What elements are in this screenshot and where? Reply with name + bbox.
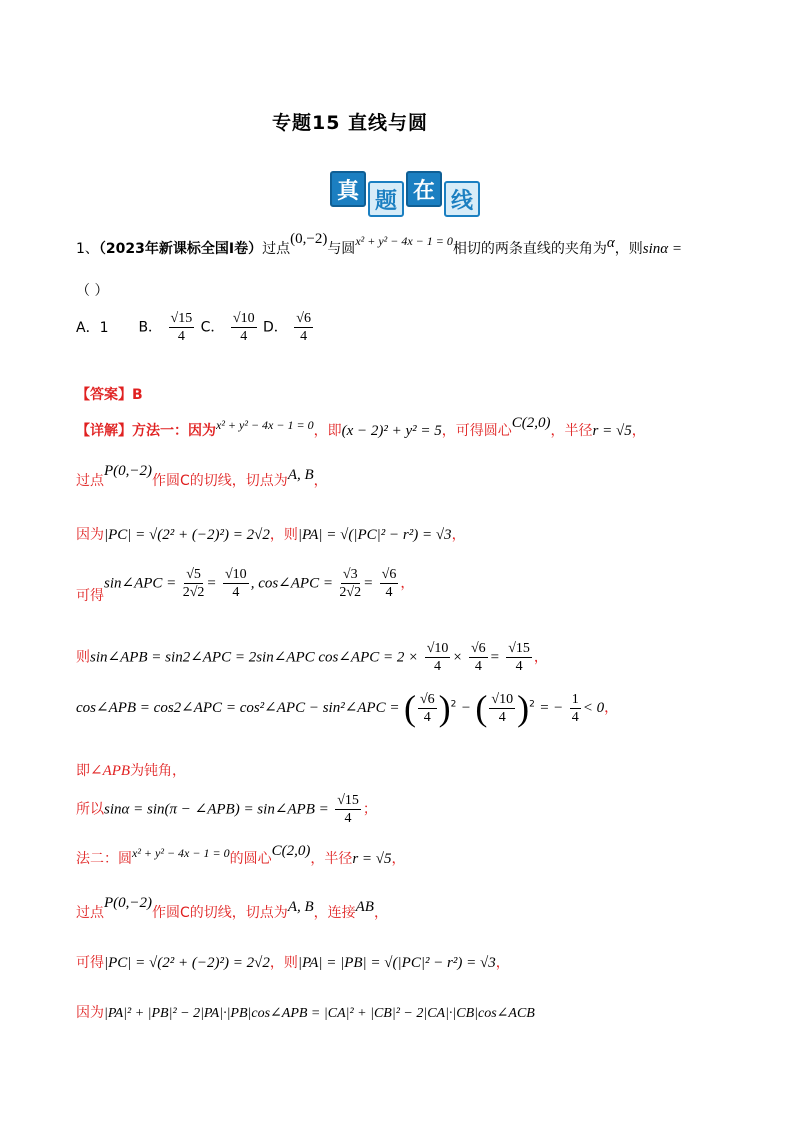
question-source: （2023年新课标全国Ⅰ卷） [98,241,263,257]
fraction [506,640,532,675]
detail-text: 法二：圆 [76,851,132,867]
detail-line-8 [76,792,377,827]
detail-text: 则 [76,649,90,666]
sin-alpha-expr: sinα = sin(π − ∠APB) = sin∠APB = [104,801,329,818]
less-than-zero: < 0 [582,700,605,716]
section-banner [330,175,480,217]
q1-text: ，则 [614,241,643,257]
page-title: 专题15 直线与圆 [272,112,429,134]
detail-text: ， [400,575,415,592]
fraction [425,640,451,675]
cos-apc: , cos∠APC = [250,575,333,592]
frac-num: √15 [337,793,359,808]
circle-radius: r = √5 [352,851,392,867]
detail-center: C(2,0) [511,415,551,431]
detail-text: 的圆心 [229,851,272,867]
frac-den: 4 [232,585,240,600]
frac-num: √6 [419,691,435,707]
sin-apb-expr: sin∠APB = sin2∠APC = 2sin∠APC cos∠APC = 2 × [90,649,419,666]
frac-den: 4 [474,659,482,674]
option-b-fraction [169,310,195,345]
open-paren: ( [403,688,416,728]
detail-line-10 [76,895,388,922]
detail-text: ， [604,700,619,716]
detail-text: ， [631,423,646,439]
circle-eq: x² + y² − 4x − 1 = 0 [132,846,230,860]
detail-text: 作圆C的切线，切点为 [152,473,288,489]
open-paren: ( [475,688,488,728]
frac-den: 4 [344,811,352,826]
detail-text: ， [495,955,510,971]
fraction [335,792,361,827]
detail-text: ； [362,801,377,818]
detail-line-6 [76,690,618,726]
q1-text: 过点 [262,241,291,257]
equals: = [489,649,500,666]
fraction [570,691,581,726]
detail-radius: r = √5 [592,423,632,439]
frac-den: 4 [571,709,579,725]
close-paren: ) [438,688,451,728]
tangent-points: A, B [287,467,314,483]
option-a: A．1 [76,319,109,336]
frac-den: 4 [240,329,248,344]
option-c-label: C． [200,319,225,336]
detail-line-7 [76,760,186,780]
frac-den: 4 [177,329,185,344]
frac-num: √6 [381,567,397,582]
segment-ab: AB [355,899,374,915]
q1-text: 相切的两条直线的夹角为 [452,241,607,257]
fraction [489,691,515,726]
equals: = [363,575,374,592]
fraction [469,640,488,675]
detail-text: 为钝角， [130,763,187,779]
law-of-cosines-expr: |PA|² + |PB|² − 2|PA|·|PB|cos∠APB = |CA|² + |CB|² − 2|CA|·|CB|cos∠ACB [104,1006,535,1021]
detail-text: 过点 [76,905,104,921]
options-row [76,310,315,345]
equals-negative: = − [539,700,564,716]
frac-den: 4 [385,585,393,600]
answer-label: 【答案】B [76,387,143,403]
detail-text: 因为 [76,527,104,543]
detail-text: 所以 [76,801,104,818]
detail-text: ， [391,851,406,867]
fraction [418,691,437,726]
minus: − [460,700,471,716]
angle-apb: ∠APB [90,763,131,779]
frac-num: √10 [426,641,449,656]
detail-text: ， [533,649,548,666]
detail-text: ，则 [269,527,298,543]
fraction [339,566,361,601]
frac-num: √15 [508,641,530,656]
question-1-stem [76,231,683,258]
tangent-points: A, B [287,899,314,915]
banner-char-3: 在 [406,171,442,207]
detail-text: 可得 [76,587,104,604]
option-c-fraction [231,310,257,345]
frac-num: √6 [470,641,486,656]
q1-text: 与圆 [327,241,356,257]
frac-den: 4 [434,659,442,674]
detail-text: ， [313,473,328,489]
frac-num: 1 [571,691,579,707]
point-p: P(0,−2) [104,463,153,479]
option-d-label: D． [263,319,288,336]
banner-char-4: 线 [444,181,480,217]
detail-line-11 [76,952,510,972]
detail-line-12 [76,1002,535,1022]
detail-text: ，半径 [550,423,593,439]
detail-text: ，即 [313,423,342,439]
frac-num: √10 [232,311,255,326]
q1-ask: sinα = [642,241,683,257]
frac-den: 2√2 [182,585,205,600]
circle-center: C(2,0) [271,843,311,859]
square: 2 [529,699,535,710]
banner-char-1: 真 [330,171,366,207]
detail-line-5 [76,640,548,675]
q1-alpha: α [606,235,615,251]
frac-den: 4 [423,709,431,725]
pc-length: |PC| = √(2² + (−2)²) = 2√2 [104,527,270,543]
pa-pb-length: |PA| = |PB| = √(|PC|² − r²) = √3 [297,955,496,971]
frac-num: √10 [225,567,247,582]
frac-den: 4 [515,659,523,674]
cos-apb-expr: cos∠APB = cos2∠APC = cos²∠APC − sin²∠APC = [76,700,400,716]
frac-den: 2√2 [339,585,362,600]
pa-length: |PA| = √(|PC|² − r²) = √3 [297,527,452,543]
close-paren: ) [517,688,530,728]
detail-label: 【详解】方法一：因为 [76,423,216,439]
q1-point: (0,−2) [290,231,328,247]
sin-apc: sin∠APC = [104,575,177,592]
detail-line-3 [76,524,466,544]
point-p: P(0,−2) [104,895,153,911]
times: × [452,649,463,666]
frac-num: √10 [491,691,514,707]
detail-text: ，则 [269,955,298,971]
q1-circle-eq: x² + y² − 4x − 1 = 0 [355,234,453,248]
option-b-label: B． [138,319,163,336]
detail-line-2 [76,463,328,490]
banner-char-2: 题 [368,181,404,217]
detail-line-4 [76,566,415,604]
detail-text: ，可得圆心 [441,423,512,439]
pc-length: |PC| = √(2² + (−2)²) = 2√2 [104,955,270,971]
fraction [183,566,205,601]
answer-blank: （ ） [76,283,109,299]
detail-line-1 [76,415,646,440]
frac-num: √15 [170,311,193,326]
frac-den: 4 [300,329,308,344]
detail-text: 即 [76,763,90,779]
question-number: 1、 [76,241,99,257]
detail-text: ，半径 [310,851,353,867]
frac-den: 4 [498,709,506,725]
detail-text: 可得 [76,955,104,971]
detail-eq2: (x − 2)² + y² = 5 [341,423,442,439]
fraction [380,566,399,601]
frac-num: √6 [296,311,311,326]
detail-line-9 [76,843,406,868]
detail-text: 过点 [76,473,104,489]
detail-text: ， [451,527,466,543]
frac-num: √5 [186,567,201,582]
square: 2 [450,699,457,710]
option-d-fraction [294,310,313,345]
equals: = [206,575,217,592]
detail-text: 作圆C的切线，切点为 [152,905,288,921]
detail-text: ，连接 [313,905,356,921]
detail-text: ， [373,905,388,921]
detail-text: 因为 [76,1005,104,1021]
detail-eq1: x² + y² − 4x − 1 = 0 [216,418,314,432]
frac-num: √3 [342,567,358,582]
fraction [223,566,249,601]
